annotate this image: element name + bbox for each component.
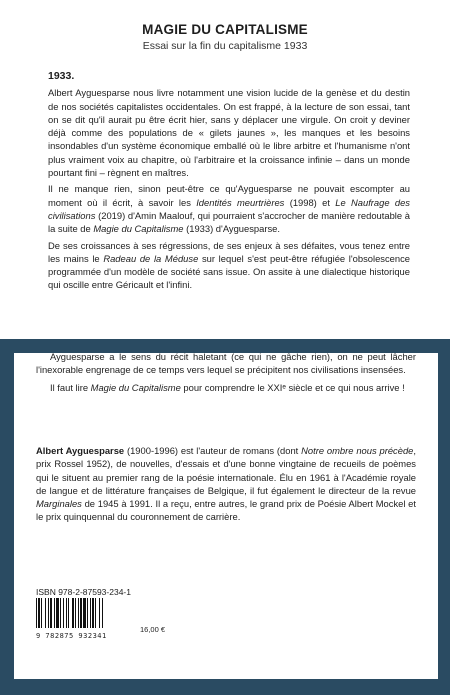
title-identites-meurtrieres: Identités meurtrières <box>196 196 285 208</box>
book-subtitle: Essai sur la fin du capitalisme 1933 <box>142 40 308 52</box>
price-label: 16,00 € <box>140 625 166 634</box>
blurb-section <box>48 70 410 295</box>
quote-paragraph-2: Il faut lire Magie du Capitalisme pour comprendre le XXIᵉ siècle et ce qui nous arrive ! <box>50 381 405 393</box>
blurb-paragraph-3: De ses croissances à ses régressions, de ses enjeux à ses défaites, vous tenez entre les mains le Radeau de la Méduse sur lequel s'est peut-être réfugiée l'obsolescence programmée d'un modèle de société sans issue. On assite à une dialectique historique qui oscille entre Géricault et l'infini. <box>48 239 411 291</box>
blurb-year: 1933. <box>48 70 75 82</box>
author-bio: Albert Ayguesparse (1900-1996) est l'auteur de romans (dont Notre ombre nous précède, prix Rossel 1952), de nouvelles, d'essais et d'une bonne vingtaine de recueils de poèmes qui le situent au premier rang de la poésie internationale. Élu en 1961 à l'Académie royale de langue et de littérature françaises de Belgique, il fut également le directeur de la revue Marginales de 1945 à 1991. Il a reçu, entre autres, le grand prix de Poésie Albert Mockel et le prix quinquennal du couronnement de carrière. <box>36 445 416 523</box>
barcode-digits: 9 782875 932341 <box>36 632 107 640</box>
book-title: MAGIE DU CAPITALISME <box>142 22 308 37</box>
quote-paragraph-1: Ayguesparse a le sens du récit haletant (ce qui ne gâche rien), on ne peut lâcher l'inexorable engrenage de ce temps vers lequel se précipitent nos civilisations insensées. <box>36 351 416 376</box>
isbn-label: ISBN 978-2-87593-234-1 <box>36 587 131 597</box>
title-le-naufrage: Le Naufrage des civilisations <box>48 196 410 221</box>
blurb-paragraph-2: Il ne manque rien, sinon peut-être ce qu'Ayguesparse ne pouvait escompter au moment où il écrit, à savoir les Identités meurtrières (1998) et Le Naufrage des civilisations (2019) d'Amin Maalouf, qui pourraient s'accrocher de manière redoutable à la suite de Magie du Capitalisme (1933) d'Ayguesparse. <box>48 183 410 235</box>
barcode-gap <box>103 598 104 628</box>
author-name: Albert Ayguesparse <box>36 445 125 456</box>
quote-section <box>36 350 416 398</box>
barcode-image <box>36 598 128 634</box>
title-radeau-meduse: Radeau de la Méduse <box>103 252 199 264</box>
blurb-paragraph-1: Albert Ayguesparse nous livre notamment une vision lucide de la genèse et du destin de nos sociétés capitalistes occidentales. On est frappé, à la lecture de son essai, tant on se dit qu'il aurait pu être écrit hier, sans y déplacer une virgule. On croit y deviner déjà comme des populations de « gilets jaunes », les manques et les besoins insondables d'un système économique emballé où le libre arbitre et l'humanisme n'ont plus vraiment voix au chapitre, où l'arbitraire et la croissance infinie – dans un monde pourtant fini – règnent en maîtres. <box>48 87 410 179</box>
title-magie-du-capitalisme: Magie du Capitalisme <box>93 223 184 235</box>
